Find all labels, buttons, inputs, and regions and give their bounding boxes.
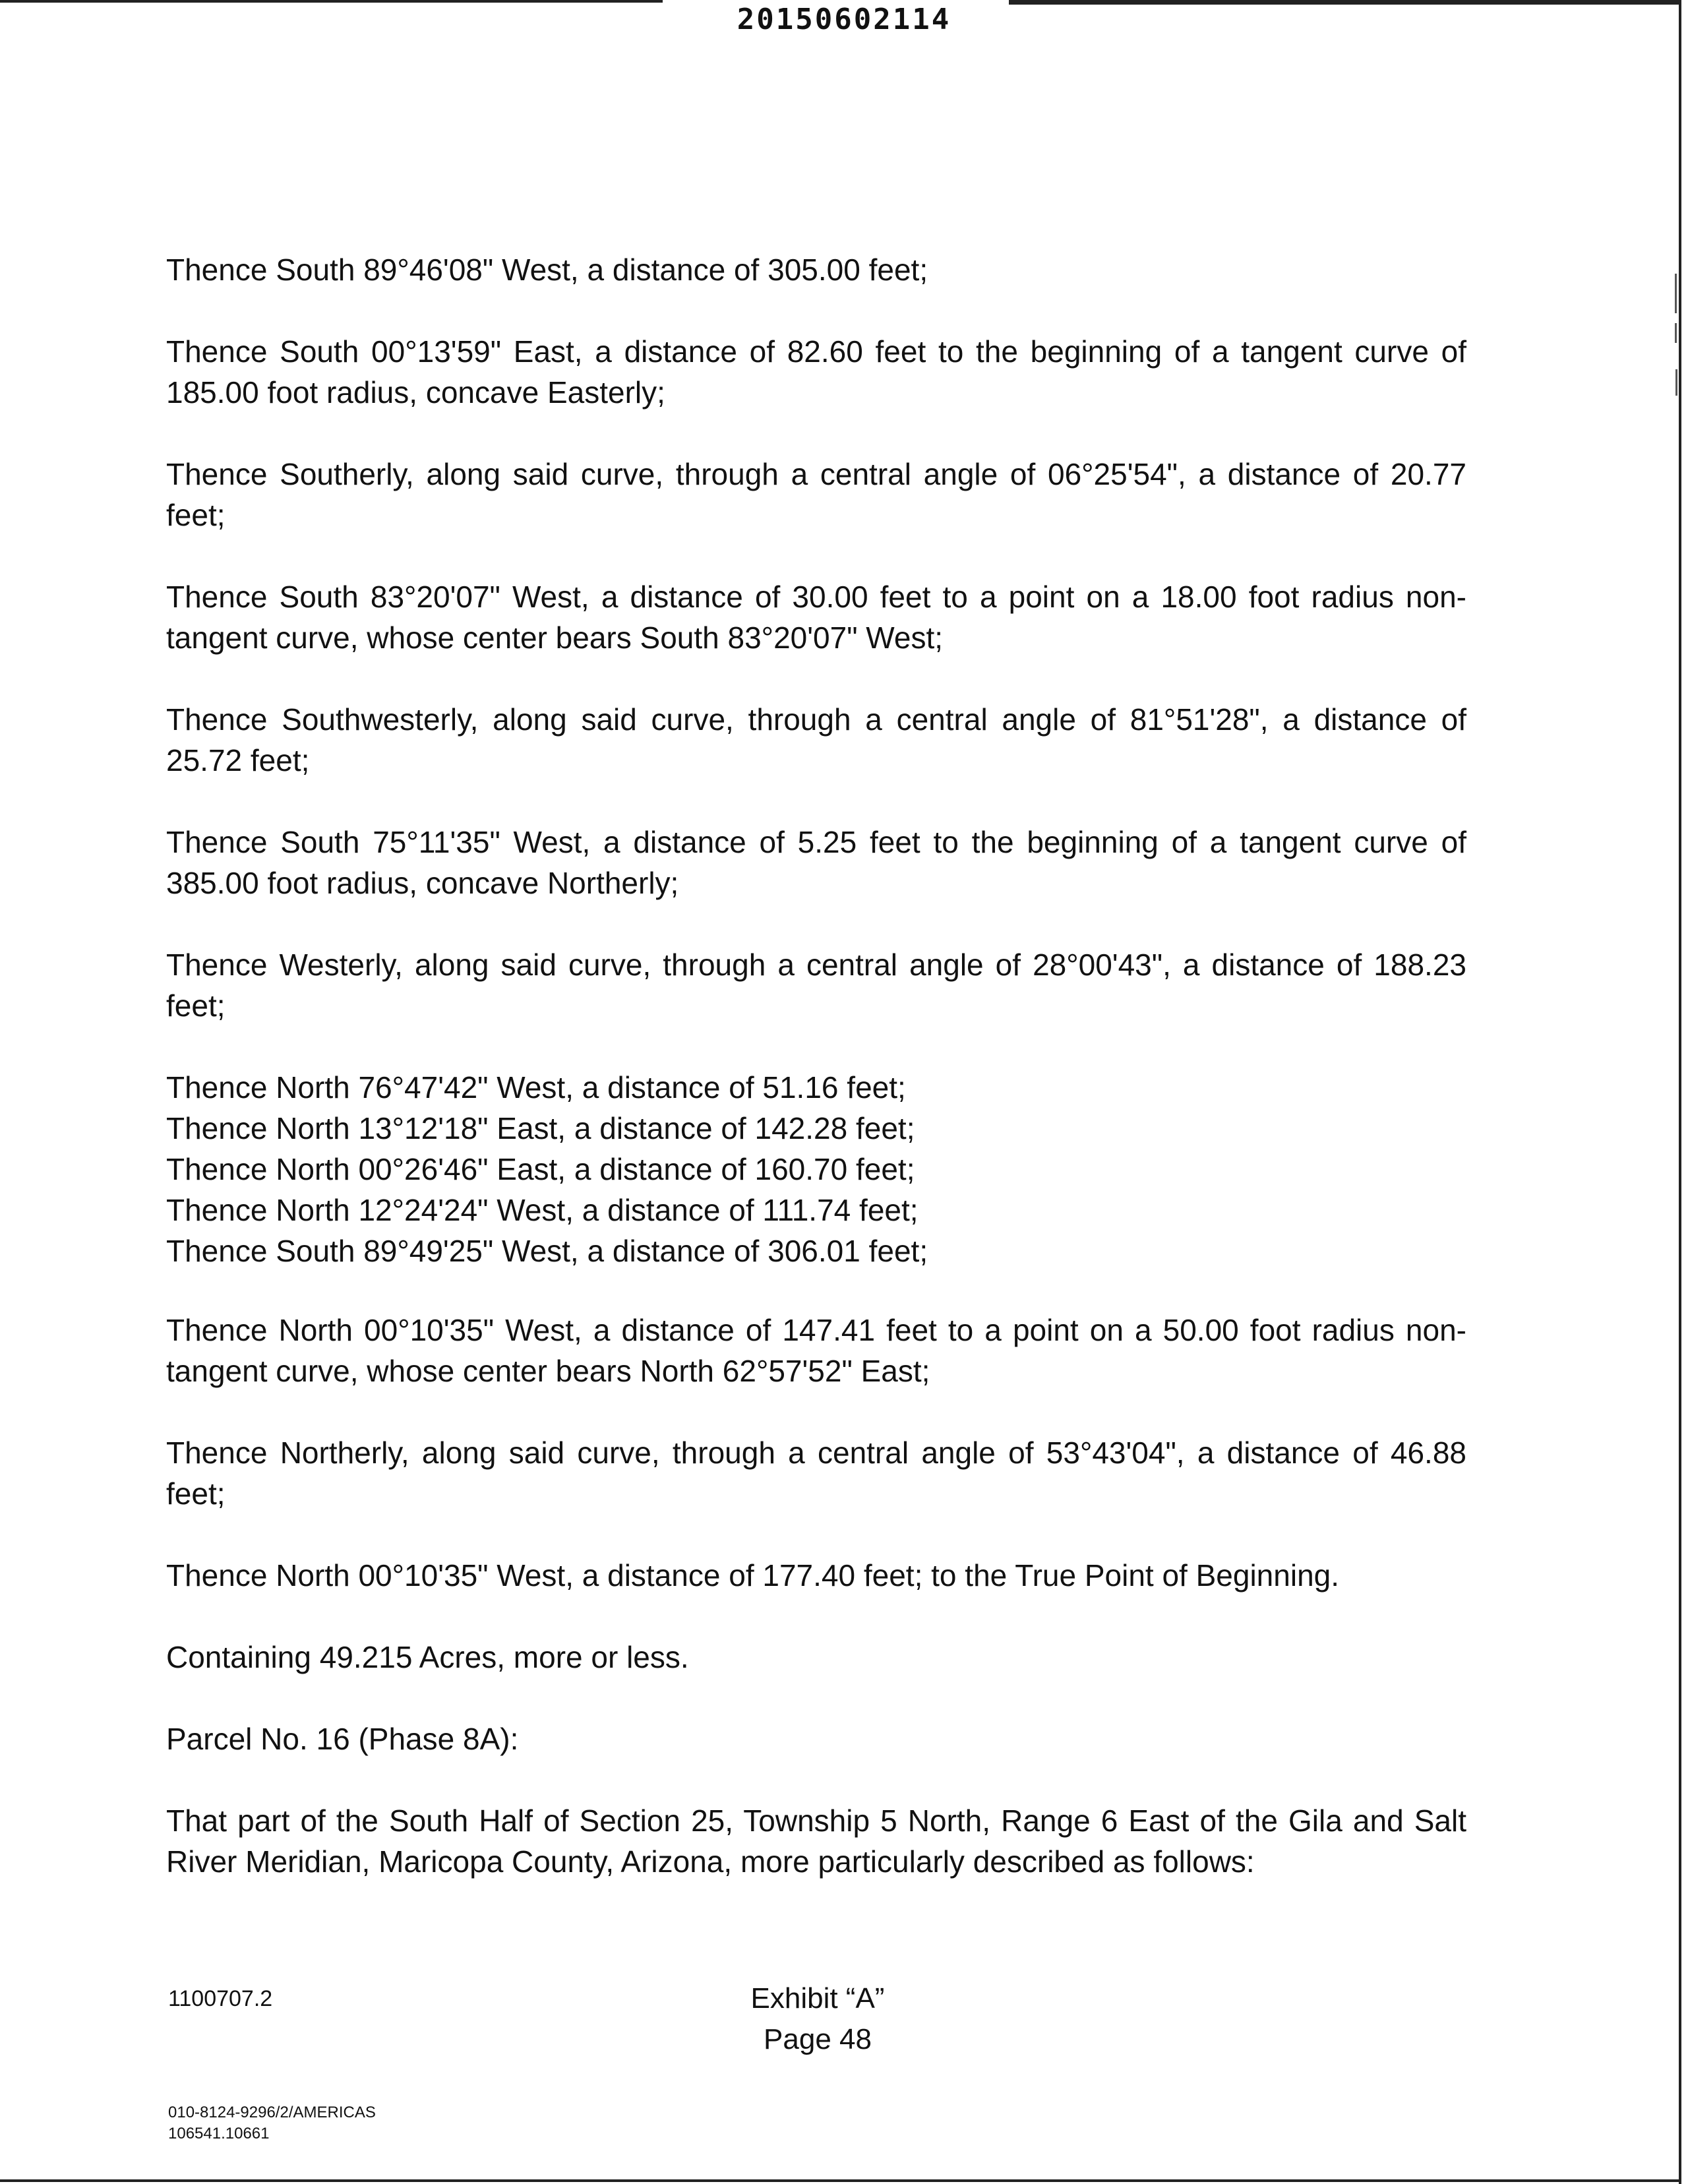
parcel-description: That part of the South Half of Section 25, Township 5 North, Range 6 East of the Gila and Salt River Meridian, Maricopa County, Arizona, more particularly described as follows: [166, 1804, 1466, 1879]
footer-code-line: 106541.10661 [168, 2125, 270, 2142]
footer-codes [168, 2102, 376, 2144]
course-line: Thence South 89°49'25" West, a distance of 306.01 feet; [166, 1234, 928, 1268]
course-paragraph: Thence Southwesterly, along said curve, through a central angle of 81°51'28", a distance of 25.72 feet; [166, 702, 1466, 777]
course-paragraph: Thence Westerly, along said curve, through a central angle of 28°00'43", a distance of 188.23 feet; [166, 948, 1466, 1023]
scan-speck [1675, 274, 1677, 313]
course-paragraph: Thence South 00°13'59" East, a distance of 82.60 feet to the beginning of a tangent curve of 185.00 foot radius, concave Easterly; [166, 334, 1466, 410]
scan-border-top-left [0, 0, 663, 3]
course-line: Thence North 76°47'42" West, a distance of 51.16 feet; [166, 1070, 906, 1105]
course-list [166, 1067, 1466, 1271]
footer-exhibit-block [679, 1978, 956, 2060]
scan-speck [1675, 369, 1677, 396]
course-paragraph: Thence Northerly, along said curve, through a central angle of 53°43'04", a distance of 46.88 feet; [166, 1436, 1466, 1511]
exhibit-label: Exhibit “A” [750, 1982, 885, 2015]
scan-border-bottom [0, 2179, 1681, 2182]
parcel-heading: Parcel No. 16 (Phase 8A): [166, 1722, 519, 1756]
scan-border-top-right [1009, 0, 1681, 5]
footer-code-line: 010-8124-9296/2/AMERICAS [168, 2104, 376, 2121]
course-paragraph: Thence South 83°20'07" West, a distance of 30.00 feet to a point on a 18.00 foot radius non-tangent curve, whose center bears South 83°20'07" West; [166, 580, 1466, 655]
course-paragraph: Thence North 00°10'35" West, a distance of 177.40 feet; to the True Point of Beginning. [166, 1558, 1340, 1592]
course-line: Thence North 13°12'18" East, a distance of 142.28 feet; [166, 1111, 915, 1145]
scan-border-right [1679, 0, 1681, 2184]
legal-description [166, 249, 1466, 1923]
course-paragraph: Thence South 89°46'08" West, a distance of 305.00 feet; [166, 253, 928, 287]
page-number: Page 48 [764, 2023, 872, 2055]
course-line: Thence North 00°26'46" East, a distance of 160.70 feet; [166, 1152, 915, 1186]
course-paragraph: Thence South 75°11'35" West, a distance of 5.25 feet to the beginning of a tangent curve of 385.00 foot radius, concave Northerly; [166, 825, 1466, 900]
course-line: Thence North 12°24'24" West, a distance of 111.74 feet; [166, 1193, 919, 1227]
footer-doc-ref: 1100707.2 [168, 1986, 273, 2011]
course-paragraph: Thence North 00°10'35" West, a distance of 147.41 feet to a point on a 50.00 foot radius non-tangent curve, whose center bears North 62°57'52" East; [166, 1313, 1466, 1388]
acreage-statement: Containing 49.215 Acres, more or less. [166, 1640, 689, 1674]
scan-speck [1675, 323, 1677, 343]
recording-number: 20150602114 [737, 3, 951, 36]
course-paragraph: Thence Southerly, along said curve, through a central angle of 06°25'54", a distance of 20.77 feet; [166, 457, 1466, 532]
